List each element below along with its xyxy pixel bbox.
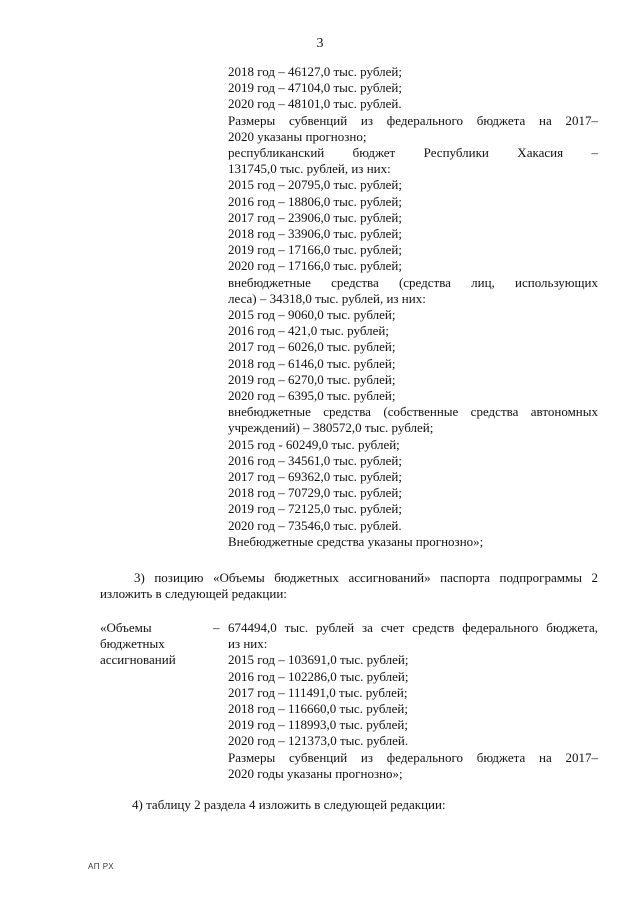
footer-code: АП РХ: [88, 862, 115, 871]
text-line: 2020 год – 17166,0 тыс. рублей;: [228, 258, 402, 274]
label-line: бюджетных: [100, 636, 165, 652]
paragraph-item-4: 4) таблицу 2 раздела 4 изложить в следующей редакции:: [132, 797, 446, 812]
text-line: внебюджетные средства (собственные средства автономных: [228, 404, 598, 420]
dash-separator: –: [213, 620, 220, 635]
text-line: учреждений) – 380572,0 тыс. рублей;: [228, 420, 434, 436]
text-line: 2015 год – 9060,0 тыс. рублей;: [228, 307, 396, 323]
text-line: 2017 год – 6026,0 тыс. рублей;: [228, 339, 396, 355]
label-line: ассигнований: [100, 652, 176, 668]
text-line: 2017 год – 23906,0 тыс. рублей;: [228, 209, 402, 225]
text-line: 2016 год – 102286,0 тыс. рублей;: [228, 668, 409, 684]
text-line: 2019 год – 17166,0 тыс. рублей;: [228, 242, 402, 258]
text-line: 674494,0 тыс. рублей за счет средств федерального бюджета,: [228, 620, 598, 635]
text-line: 2019 год – 72125,0 тыс. рублей;: [228, 501, 402, 517]
text-line: 2019 год – 118993,0 тыс. рублей;: [228, 717, 408, 733]
text-line: 2015 год - 60249,0 тыс. рублей;: [228, 436, 400, 452]
text-line: 2018 год – 116660,0 тыс. рублей;: [228, 701, 408, 717]
text-line: 2020 указаны прогнозно;: [228, 128, 367, 144]
text-line: 2015 год – 20795,0 тыс. рублей;: [228, 177, 402, 193]
text-line: леса) – 34318,0 тыс. рублей, из них:: [228, 290, 426, 306]
text-line: 2020 год – 48101,0 тыс. рублей.: [228, 96, 402, 112]
text-line: 2018 год – 33906,0 тыс. рублей;: [228, 226, 402, 242]
text-line: 2019 год – 6270,0 тыс. рублей;: [228, 371, 396, 387]
text-line: 2020 годы указаны прогнозно»;: [228, 765, 403, 781]
text-line: 2020 год – 6395,0 тыс. рублей;: [228, 388, 396, 404]
page-number: 3: [316, 36, 324, 51]
funding-breakdown-block: [228, 64, 598, 550]
text-line: 2019 год – 47104,0 тыс. рублей;: [228, 80, 402, 96]
text-line: 2015 год – 103691,0 тыс. рублей;: [228, 652, 409, 668]
text-line: из них:: [228, 636, 268, 652]
text-line: 2016 год – 18806,0 тыс. рублей;: [228, 193, 402, 209]
label-line: «Объемы: [100, 620, 152, 635]
text-line: 2016 год – 34561,0 тыс. рублей;: [228, 452, 402, 468]
text-line: 2018 год – 46127,0 тыс. рублей;: [228, 64, 402, 79]
text-line: 2020 год – 73546,0 тыс. рублей.: [228, 517, 402, 533]
text-line: Размеры субвенций из федерального бюджета на 2017–: [228, 749, 598, 765]
text-line: 2017 год – 111491,0 тыс. рублей;: [228, 684, 408, 700]
text-line: республиканский бюджет Республики Хакасия –: [228, 145, 598, 161]
text-line: 2018 год – 6146,0 тыс. рублей;: [228, 355, 396, 371]
text-line: Внебюджетные средства указаны прогнозно»;: [228, 533, 484, 549]
table-row-value: [228, 620, 598, 782]
text-line: 2018 год – 70729,0 тыс. рублей;: [228, 485, 402, 501]
text-line: 2016 год – 421,0 тыс. рублей;: [228, 323, 389, 339]
text-line: 131745,0 тыс. рублей, из них:: [228, 161, 391, 177]
text-line: 2020 год – 121373,0 тыс. рублей.: [228, 733, 409, 749]
table-row-label: [100, 620, 210, 669]
text-line: 2017 год – 69362,0 тыс. рублей;: [228, 469, 402, 485]
text-line: внебюджетные средства (средства лиц, использующих: [228, 274, 598, 290]
text-line: Размеры субвенций из федерального бюджета на 2017–: [228, 112, 598, 128]
paragraph-item-3: 3) позицию «Объемы бюджетных ассигнований» паспорта подпрограммы 2 изложить в следующей редакции:: [100, 570, 598, 602]
